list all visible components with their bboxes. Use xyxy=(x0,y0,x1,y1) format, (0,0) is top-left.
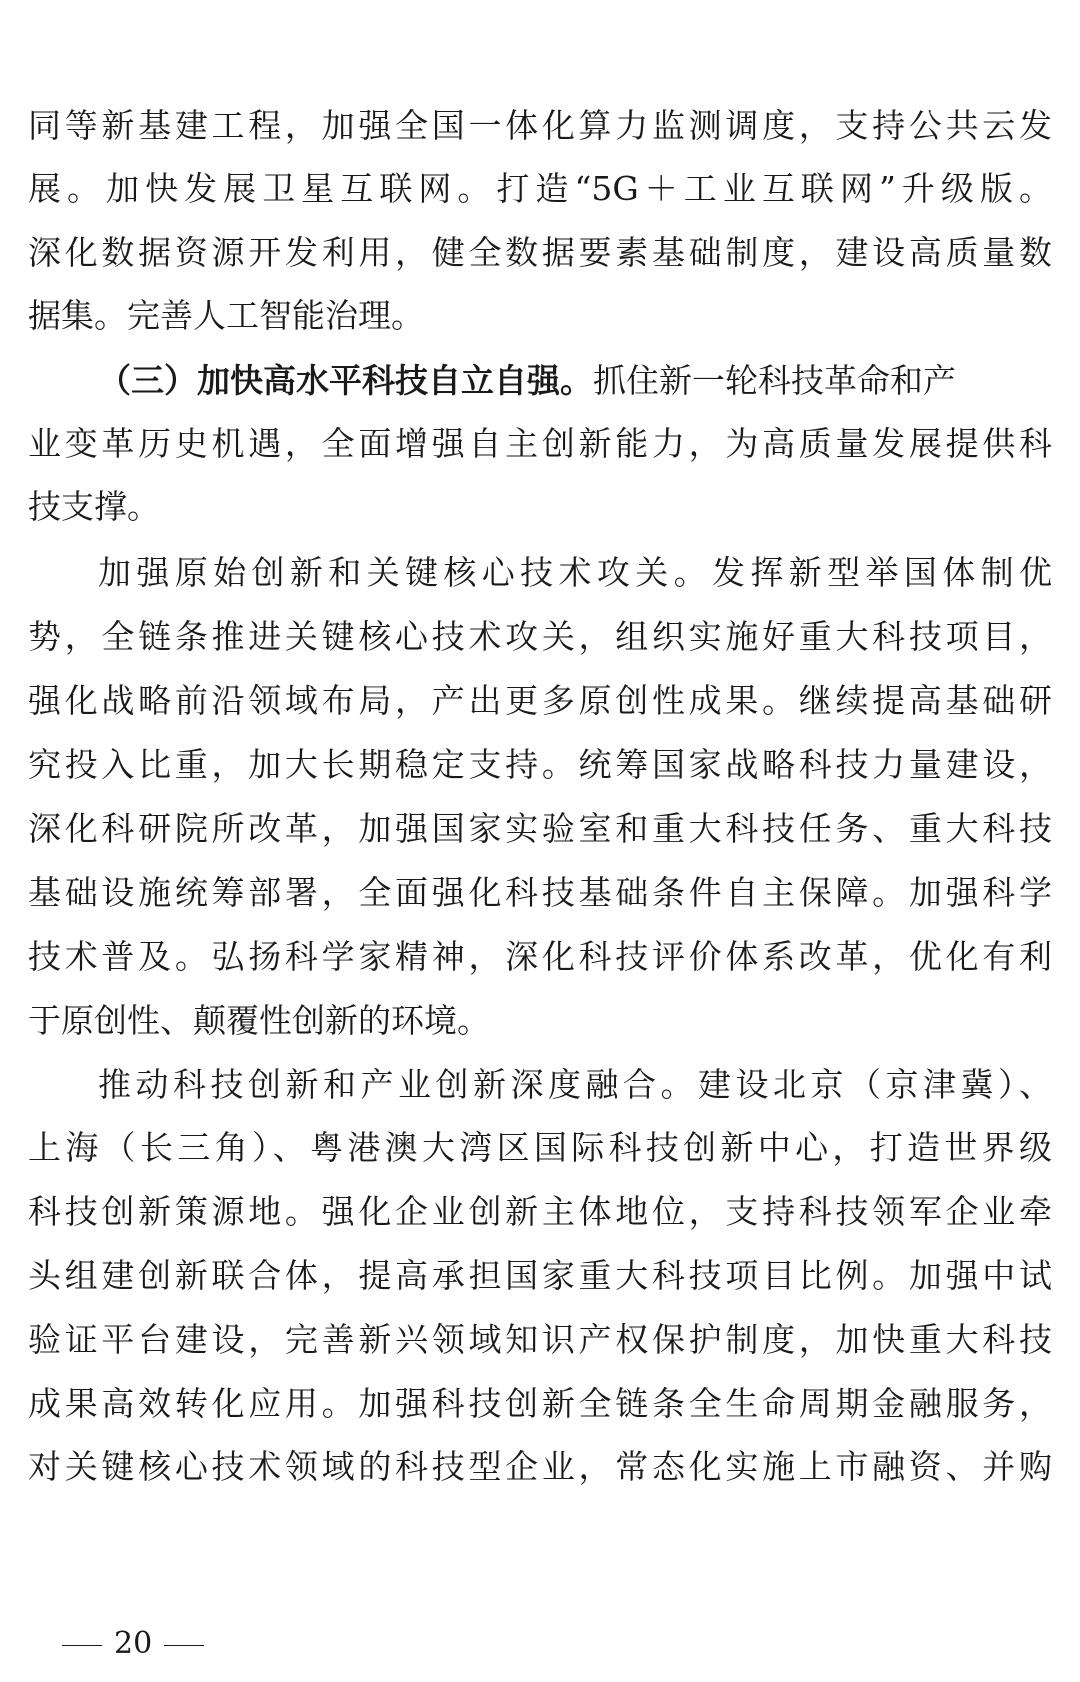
page-number-value: 20 xyxy=(114,1626,153,1661)
text-line: 业变革历史机遇，全面增强自主创新能力，为高质量发展提供科 xyxy=(28,424,1052,463)
text-line: 同等新基建工程，加强全国一体化算力监测调度，支持公共云发 xyxy=(28,106,1052,145)
section-heading: （三）加快高水平科技自立自强。 xyxy=(98,361,593,400)
text-line: 深化数据资源开发利用，健全数据要素基础制度，建设高质量数 xyxy=(28,233,1052,272)
text-line: 科技创新策源地。强化企业创新主体地位，支持科技领军企业牵 xyxy=(28,1192,1052,1231)
text-line: 展。加快发展卫星互联网。打造“5G＋工业互联网”升级版。 xyxy=(28,169,1052,208)
text-line: 成果高效转化应用。加强科技创新全链条全生命周期金融服务， xyxy=(28,1384,1052,1423)
page-number-dash-left xyxy=(62,1645,102,1646)
text-line: 验证平台建设，完善新兴领域知识产权保护制度，加快重大科技 xyxy=(28,1320,1052,1359)
text-line: 上海（长三角）、粤港澳大湾区国际科技创新中心，打造世界级 xyxy=(28,1128,1052,1167)
text-line: 技术普及。弘扬科学家精神，深化科技评价体系改革，优化有利 xyxy=(28,937,1052,976)
text-line: 据集。完善人工智能治理。 xyxy=(28,296,424,335)
text-line: 头组建创新联合体，提高承担国家重大科技项目比例。加强中试 xyxy=(28,1256,1052,1295)
text-line: 于原创性、颠覆性创新的环境。 xyxy=(28,1001,490,1040)
page-number-dash-right xyxy=(164,1645,204,1646)
text-line: 技支撑。 xyxy=(28,487,160,526)
text-line: 对关键核心技术领域的科技型企业，常态化实施上市融资、并购 xyxy=(28,1447,1052,1486)
section-heading-text: 抓住新一轮科技革命和产 xyxy=(593,361,956,400)
text-line: 强化战略前沿领域布局，产出更多原创性成果。继续提高基础研 xyxy=(28,681,1052,720)
text-line: 加强原始创新和关键核心技术攻关。发挥新型举国体制优 xyxy=(98,553,1052,592)
page-number xyxy=(50,1620,216,1668)
text-line: 基础设施统筹部署，全面强化科技基础条件自主保障。加强科学 xyxy=(28,873,1052,912)
text-line: 推动科技创新和产业创新深度融合。建设北京（京津冀）、 xyxy=(98,1065,1052,1104)
text-line: 究投入比重，加大长期稳定支持。统筹国家战略科技力量建设， xyxy=(28,745,1052,784)
section-heading-line xyxy=(98,353,1052,409)
text-line: 势，全链条推进关键核心技术攻关，组织实施好重大科技项目， xyxy=(28,617,1052,656)
text-line: 深化科研院所改革，加强国家实验室和重大科技任务、重大科技 xyxy=(28,809,1052,848)
